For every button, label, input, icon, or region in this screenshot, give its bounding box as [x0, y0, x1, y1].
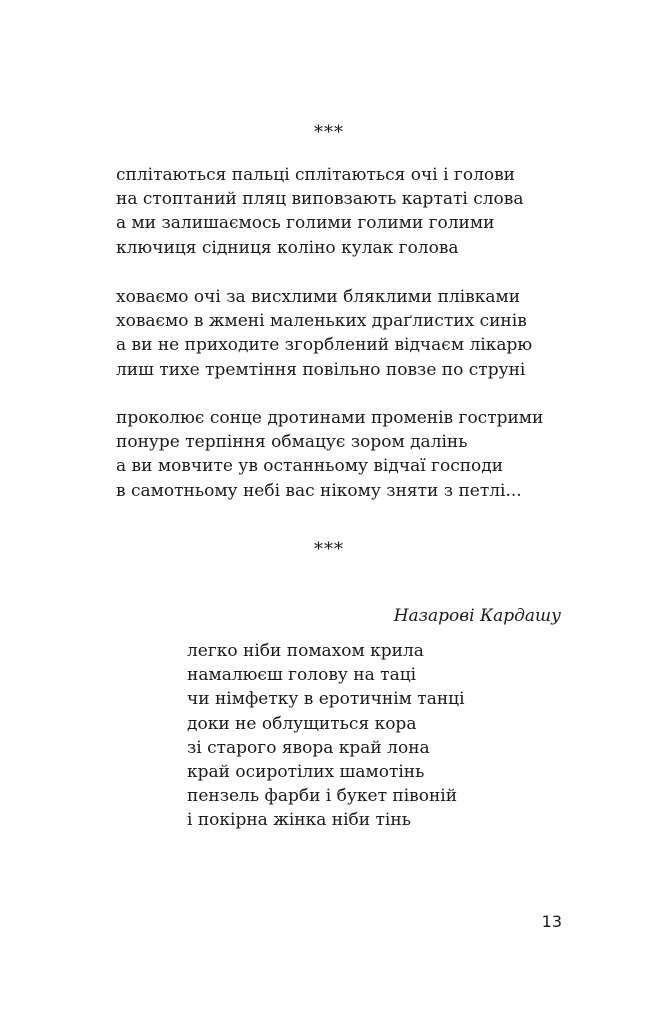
poem-line: а ми залишаємось голими голими голими: [116, 213, 495, 234]
poem-line: а ви не приходите згорблений відчаєм лікарю: [116, 335, 533, 356]
poem-line: сплітаються пальці сплітаються очі і голови: [116, 165, 516, 185]
poem-line: легко ніби помахом крила: [187, 641, 424, 661]
poem-line: намалюєш голову на таці: [187, 665, 417, 686]
stanza: [116, 406, 576, 503]
stanza: [116, 163, 576, 260]
page-number: 13: [541, 912, 562, 931]
poem-line: ключиця сідниця коліно кулак голова: [116, 237, 459, 258]
section-separator: ***: [314, 122, 344, 143]
section-separator: ***: [314, 539, 344, 560]
poem-line: а ви мовчите ув останньому відчаї господи: [116, 456, 504, 477]
poem-line: проколює сонце дротинами променів гострими: [116, 408, 544, 428]
poem-line: доки не облущиться кора: [187, 713, 417, 734]
poem-dedication: Назарові Кардашу: [393, 606, 561, 626]
stanza: [116, 285, 576, 382]
poem-line: лиш тихе тремтіння повільно повзе по струні: [116, 359, 526, 380]
poem-line: ховаємо очі за висхлими бляклими плівками: [116, 287, 521, 307]
poem-line: на стоптаний пляц виповзають картаті слова: [116, 189, 524, 210]
stanza: [187, 639, 465, 833]
poem-line: чи німфетку в еротичнім танці: [187, 689, 465, 710]
poem-line: понуре терпіння обмацує зором далінь: [116, 432, 468, 453]
poem-line: край осиротілих шамотінь: [187, 762, 425, 783]
poem-line: ховаємо в жмені маленьких драґлистих синів: [116, 311, 527, 332]
poem-line: зі старого явора край лона: [187, 737, 430, 758]
poem-line: в самотньому небі вас нікому зняти з петлі...: [116, 480, 522, 501]
poem-line: пензель фарби і букет півоній: [187, 786, 458, 807]
poem-line: і покірна жінка ніби тінь: [187, 810, 411, 831]
